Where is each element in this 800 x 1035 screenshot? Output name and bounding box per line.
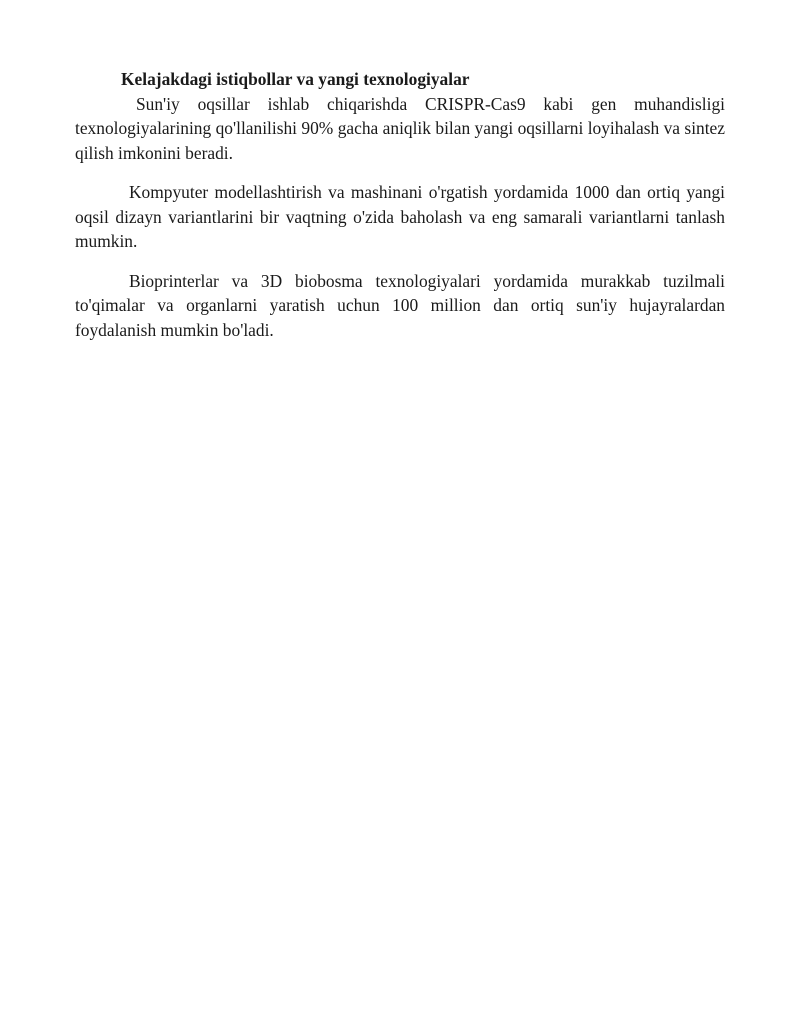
- document-body: [75, 67, 725, 357]
- section-heading: Kelajakdagi istiqbollar va yangi texnologiyalar: [121, 69, 470, 89]
- paragraph: Kompyuter modellashtirish va mashinani o'rgatish yordamida 1000 dan ortiq yangi oqsil dizayn variantlarini bir vaqtning o'zida baholash va eng samarali variantlarni tanlash mumkin.: [75, 182, 725, 251]
- paragraph: Bioprinterlar va 3D biobosma texnologiyalari yordamida murakkab tuzilmali to'qimalar va organlarni yaratish uchun 100 million dan ortiq sun'iy hujayralardan foydalanish mumkin bo'ladi.: [75, 270, 725, 340]
- paragraph: Sun'iy oqsillar ishlab chiqarishda CRISPR-Cas9 kabi gen muhandisligi texnologiyalarining qo'llanilishi 90% gacha aniqlik bilan yangi oqsillarni loyihalash va sintez qilish imkonini beradi.: [75, 93, 725, 163]
